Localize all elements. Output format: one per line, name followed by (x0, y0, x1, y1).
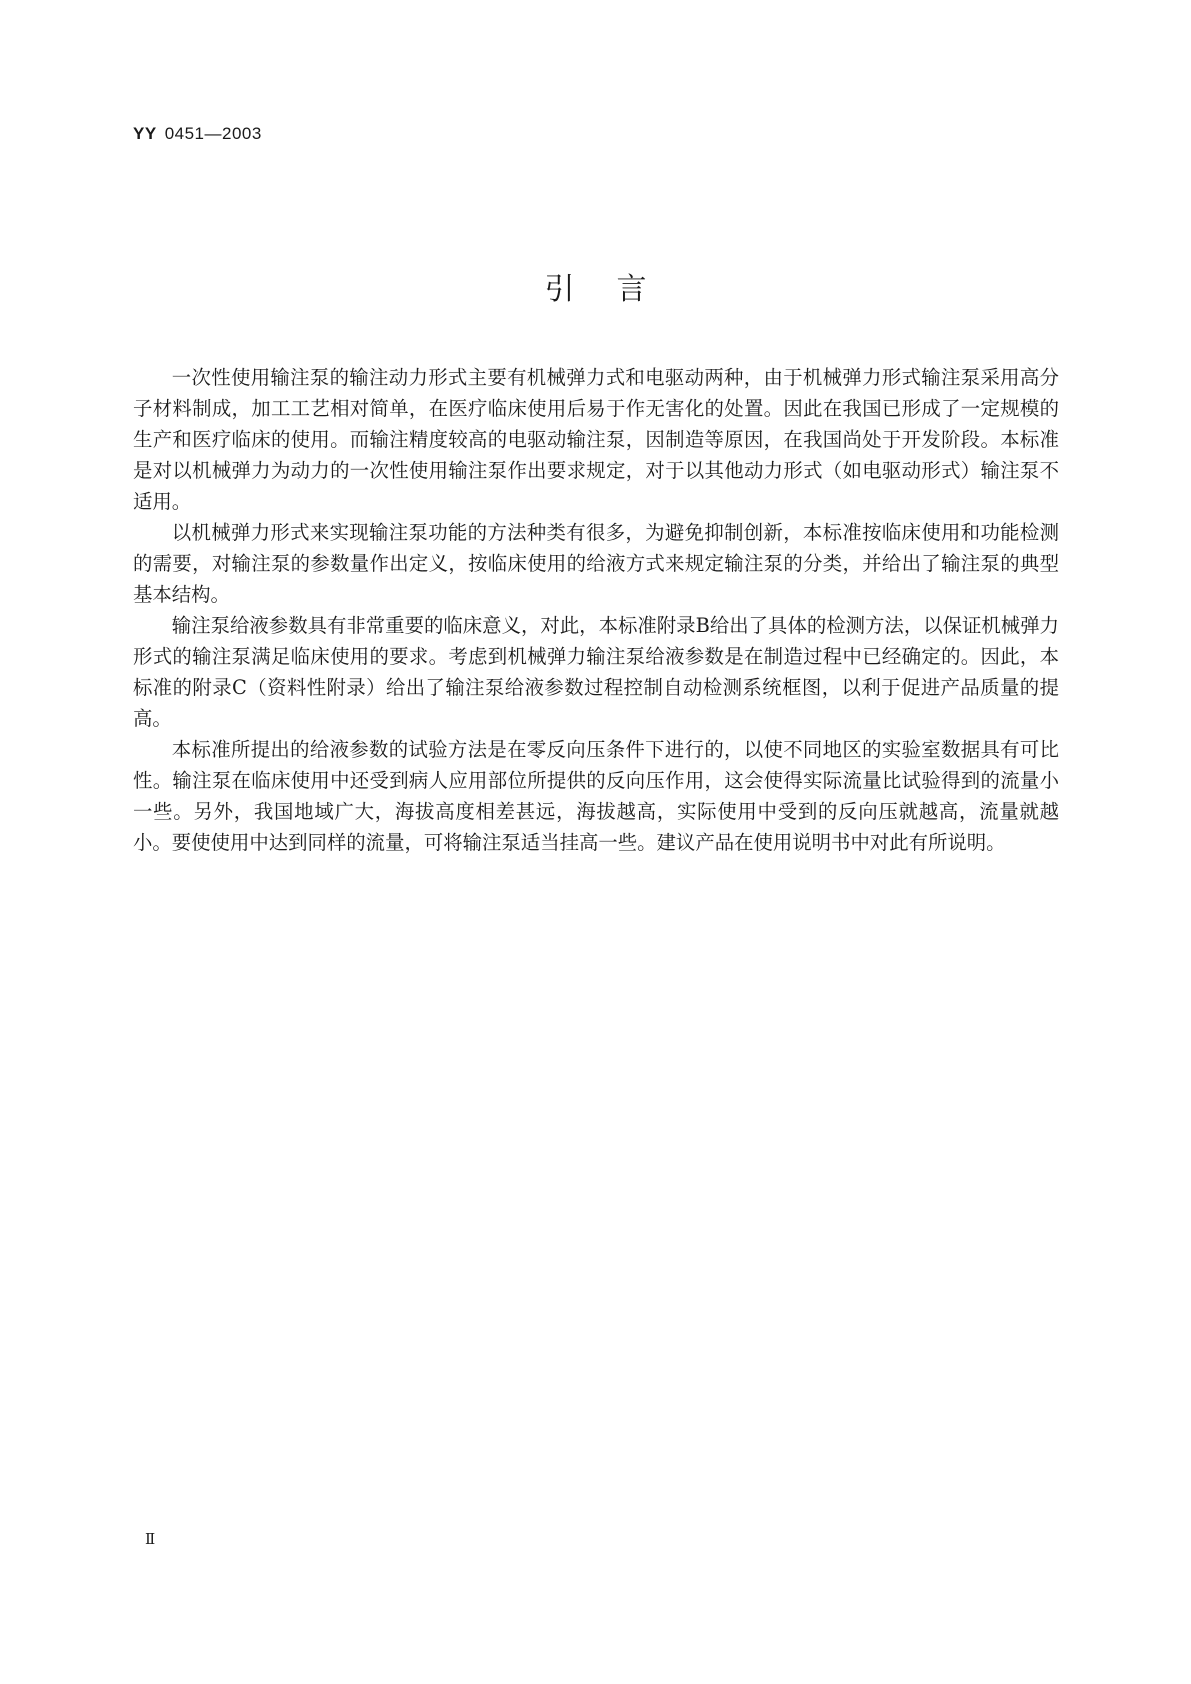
paragraph: 输注泵给液参数具有非常重要的临床意义，对此，本标准附录B给出了具体的检测方法，以保证机械弹力形式的输注泵满足临床使用的要求。考虑到机械弹力输注泵给液参数是在制造过程中已经确定的。因此，本标准的附录C（资料性附录）给出了输注泵给液参数过程控制自动检测系统框图，以利于促进产品质量的提高。 (133, 614, 1059, 730)
paragraph: 一次性使用输注泵的输注动力形式主要有机械弹力式和电驱动两种，由于机械弹力形式输注泵采用高分子材料制成，加工工艺相对简单，在医疗临床使用后易于作无害化的处置。因此在我国已形成了一定规模的生产和医疗临床的使用。而输注精度较高的电驱动输注泵，因制造等原因，在我国尚处于开发阶段。本标准是对以机械弹力为动力的一次性使用输注泵作出要求规定，对于以其他动力形式（如电驱动形式）输注泵不适用。 (133, 366, 1059, 513)
page-number: Ⅱ (145, 1530, 156, 1548)
body-text (133, 362, 1059, 858)
page-title: 引言 (544, 272, 689, 307)
paragraph: 本标准所提出的给液参数的试验方法是在零反向压条件下进行的，以使不同地区的实验室数据具有可比性。输注泵在临床使用中还受到病人应用部位所提供的反向压作用，这会使得实际流量比试验得到的流量小一些。另外，我国地域广大，海拔高度相差甚远，海拔越高，实际使用中受到的反向压就越高，流量就越小。要使使用中达到同样的流量，可将输注泵适当挂高一些。建议产品在使用说明书中对此有所说明。 (133, 738, 1059, 854)
paragraph: 以机械弹力形式来实现输注泵功能的方法种类有很多，为避免抑制创新，本标准按临床使用和功能检测的需要，对输注泵的参数量作出定义，按临床使用的给液方式来规定输注泵的分类，并给出了输注泵的典型基本结构。 (133, 521, 1059, 606)
standard-code: YY (133, 124, 157, 143)
standard-id: 0451—2003 (164, 124, 262, 143)
standard-number (133, 124, 262, 144)
